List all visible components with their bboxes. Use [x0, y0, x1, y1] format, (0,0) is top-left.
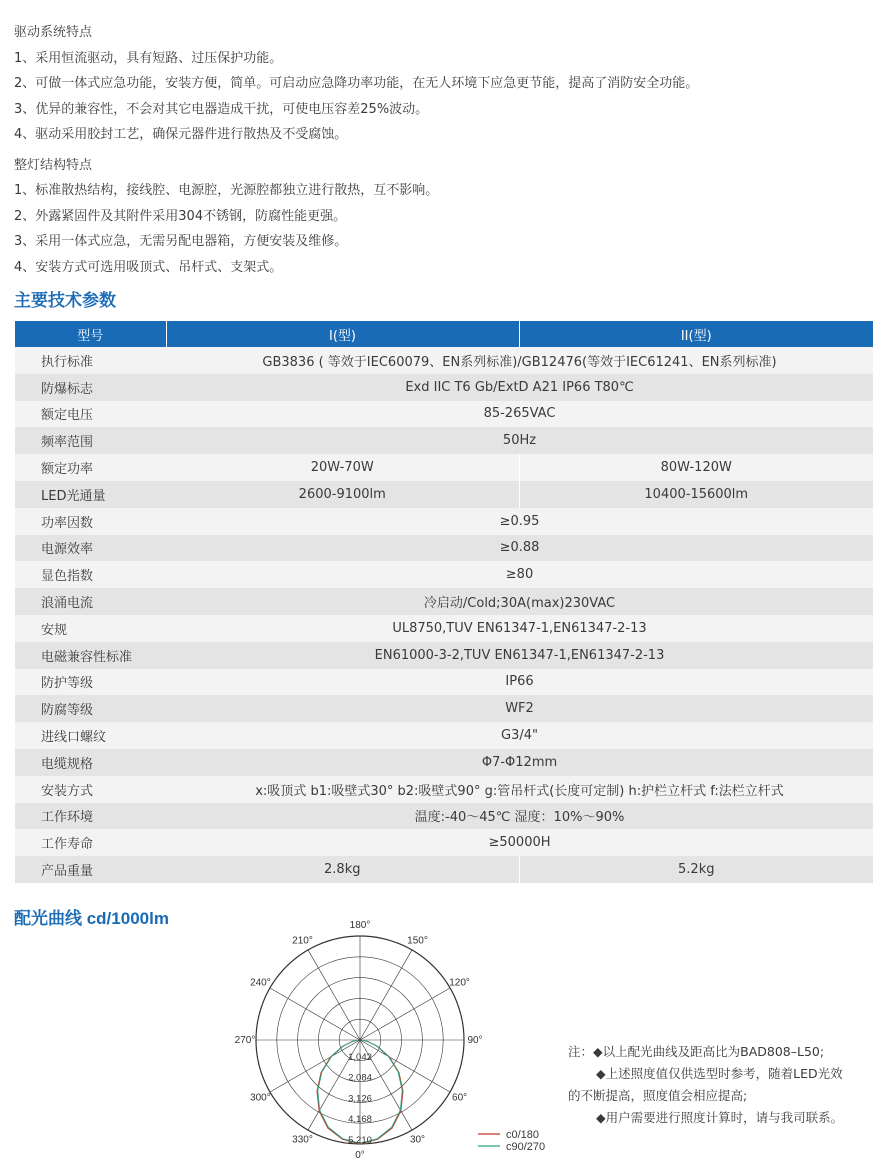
spec-row-value: 20W-70W [166, 454, 519, 481]
polar-spoke [270, 988, 360, 1040]
polar-spoke [270, 1040, 360, 1092]
spec-row-label: 安装方式 [15, 776, 166, 803]
spec-row-value: ≥0.88 [166, 535, 873, 562]
polar-radial-label: 3,126 [348, 1093, 372, 1105]
structure-item: 1、标准散热结构，接线腔、电源腔，光源腔都独立进行散热，互不影响。 [14, 183, 439, 198]
spec-row-label: 功率因数 [15, 508, 166, 535]
note-line: ◆用户需要进行照度计算时，请与我司联系。 [596, 1110, 844, 1125]
spec-row [15, 347, 873, 374]
polar-angle-label: 150° [407, 935, 428, 947]
spec-row [15, 749, 873, 776]
polar-legend [476, 1124, 566, 1154]
spec-row [15, 535, 873, 562]
spec-row-label: 执行标准 [15, 347, 166, 374]
polar-spoke [360, 1040, 450, 1092]
polar-angle-label: 30° [409, 1134, 426, 1146]
spec-row-value: WF2 [166, 695, 873, 722]
spec-row-value: ≥0.95 [166, 508, 873, 535]
polar-angle-label: 210° [292, 935, 313, 947]
polar-radial-label: 2,084 [348, 1072, 372, 1084]
polar-angle-label: 60° [452, 1092, 468, 1104]
drive-item: 4、驱动采用胶封工艺，确保元器件进行散热及不受腐蚀。 [14, 127, 348, 142]
spec-row-value: IP66 [166, 669, 873, 696]
curve-title: 配光曲线 cd/1000lm [14, 909, 169, 928]
spec-row [15, 454, 873, 481]
spec-row-label: 工作寿命 [15, 829, 166, 856]
structure-heading: 整灯结构特点 [14, 157, 93, 173]
polar-angle-label: 180° [349, 920, 371, 931]
spec-row-value: Exd IIC T6 Gb/ExtD A21 IP66 T80℃ [166, 374, 873, 401]
spec-table [15, 321, 873, 883]
note-line: 的不断提高，照度值会相应提高; [568, 1088, 748, 1103]
spec-header-cell: 型号 [15, 321, 166, 347]
spec-row [15, 561, 873, 588]
drive-item: 1、采用恒流驱动，具有短路、过压保护功能。 [14, 50, 283, 66]
legend-label-c0: c0/180 [506, 1129, 540, 1141]
spec-row-label: 电磁兼容性标准 [15, 642, 166, 669]
spec-row-label: 额定功率 [15, 454, 166, 481]
spec-row-label: 额定电压 [15, 401, 166, 428]
structure-list [14, 178, 874, 280]
polar-spoke [360, 950, 412, 1040]
spec-row-label: 频率范围 [15, 427, 166, 454]
spec-row-label: 电缆规格 [15, 749, 166, 776]
spec-row [15, 695, 873, 722]
spec-row [15, 588, 873, 615]
spec-row [15, 856, 873, 883]
spec-row [15, 374, 873, 401]
polar-angle-label: 330° [292, 1134, 313, 1146]
spec-row-label: 防腐等级 [15, 695, 166, 722]
structure-item: 4、安装方式可选用吸顶式、吊杆式、支架式。 [14, 259, 283, 275]
spec-row [15, 508, 873, 535]
spec-row-value: ≥80 [166, 561, 873, 588]
polar-angle-label: 240° [250, 977, 271, 989]
polar-radial-label: 5,210 [348, 1135, 372, 1146]
spec-row-value: G3/4" [166, 722, 873, 749]
spec-row-value: UL8750,TUV EN61347-1,EN61347-2-13 [166, 615, 873, 642]
spec-title: 主要技术参数 [14, 291, 116, 310]
polar-spoke [308, 950, 360, 1040]
note-line: 注：◆以上配光曲线及距高比为BAD808–L50; [568, 1044, 825, 1059]
spec-row [15, 401, 873, 428]
spec-header-cell: I(型) [166, 321, 519, 347]
spec-row-value: 冷启动/Cold;30A(max)230VAC [166, 588, 873, 615]
spec-row-label: 防护等级 [15, 669, 166, 696]
polar-angle-label: 0° [355, 1150, 365, 1161]
spec-row [15, 803, 873, 830]
note-line: ◆上述照度值仅供选型时参考，随着LED光效 [596, 1066, 843, 1081]
polar-angle-label: 270° [234, 1035, 256, 1046]
features-section [14, 20, 874, 280]
spec-row [15, 427, 873, 454]
polar-radial-label: 4,168 [348, 1114, 372, 1126]
spec-row [15, 642, 873, 669]
spec-row-value: 10400-15600lm [519, 481, 873, 508]
structure-item: 2、外露紧固件及其附件采用304不锈钢，防腐性能更强。 [14, 208, 347, 224]
spec-row-value: 2.8kg [166, 856, 519, 883]
spec-row [15, 481, 873, 508]
spec-row-label: 进线口螺纹 [15, 722, 166, 749]
spec-row [15, 722, 873, 749]
spec-row-label: 工作环境 [15, 803, 166, 830]
spec-row [15, 776, 873, 803]
spec-row [15, 669, 873, 696]
legend-label-c90: c90/270 [506, 1141, 546, 1153]
spec-row [15, 615, 873, 642]
polar-spoke [360, 988, 450, 1040]
spec-row-value: Φ7-Φ12mm [166, 749, 873, 776]
spec-row-label: 显色指数 [15, 561, 166, 588]
polar-angle-label: 120° [449, 977, 470, 989]
spec-row [15, 829, 873, 856]
drive-heading: 驱动系统特点 [14, 25, 93, 40]
polar-angle-label: 300° [250, 1092, 271, 1104]
spec-row-label: 防爆标志 [15, 374, 166, 401]
notes-block [568, 1041, 880, 1129]
spec-row-value: ≥50000H [166, 829, 873, 856]
spec-header-row [15, 321, 873, 347]
spec-row-value: x:吸顶式 b1:吸壁式30° b2:吸壁式90° g:管吊杆式(长度可定制) h:护栏立杆式 f:法栏立杆式 [166, 776, 873, 803]
spec-row-value: EN61000-3-2,TUV EN61347-1,EN61347-2-13 [166, 642, 873, 669]
spec-row-value: 50Hz [166, 427, 873, 454]
drive-item: 2、可做一体式应急功能，安装方便，简单。可启动应急降功率功能，在无人环境下应急更节能，提高了消防安全功能。 [14, 76, 699, 91]
drive-item: 3、优异的兼容性，不会对其它电器造成干扰，可使电压容差25%波动。 [14, 101, 429, 117]
polar-chart [234, 920, 488, 1161]
spec-row-value: 5.2kg [519, 856, 873, 883]
spec-row-label: LED光通量 [15, 481, 166, 508]
spec-row-value: 2600-9100lm [166, 481, 519, 508]
spec-header-cell: II(型) [519, 321, 873, 347]
spec-row-label: 产品重量 [15, 856, 166, 883]
spec-row-value: 85-265VAC [166, 401, 873, 428]
structure-item: 3、采用一体式应急，无需另配电器箱，方便安装及维修。 [14, 234, 348, 249]
spec-row-value: 80W-120W [519, 454, 873, 481]
polar-radial-label: 1,042 [348, 1051, 372, 1063]
spec-row-label: 电源效率 [15, 535, 166, 562]
spec-row-label: 浪涌电流 [15, 588, 166, 615]
spec-row-value: GB3836 ( 等效于IEC60079、EN系列标准)/GB12476(等效于IEC61241、EN系列标准) [166, 347, 873, 374]
spec-row-value: 温度:-40～45℃ 湿度：10%～90% [166, 803, 873, 830]
spec-row-label: 安规 [15, 615, 166, 642]
polar-grid [256, 936, 464, 1144]
drive-list [14, 46, 874, 148]
polar-angle-label: 90° [467, 1035, 483, 1046]
